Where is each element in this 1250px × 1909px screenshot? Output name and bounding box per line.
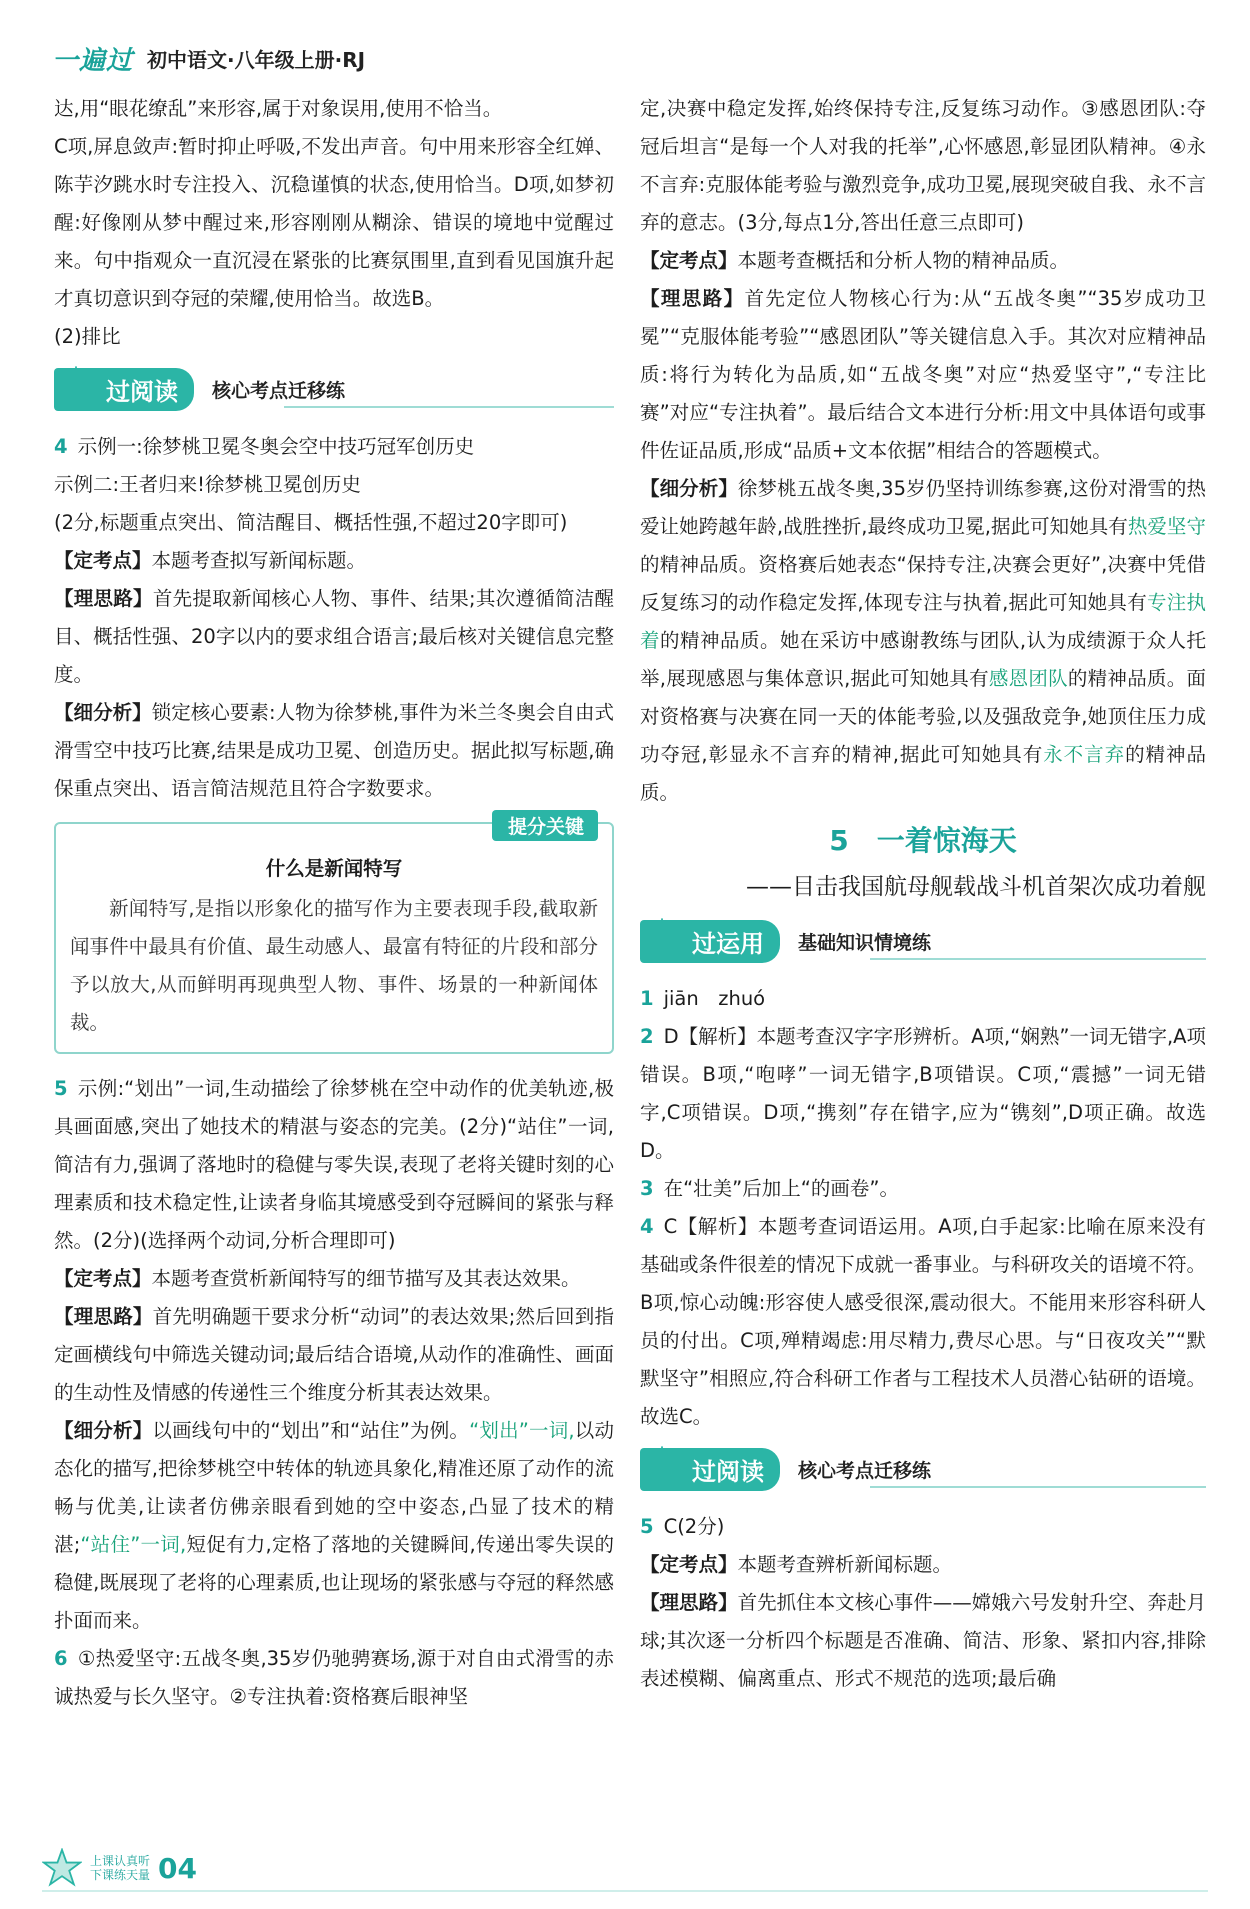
section-header-reading-2 <box>640 1444 1206 1494</box>
a3-answer: 3 在“壮美”后加上“的画卷”。 <box>640 1177 899 1200</box>
a1-answer: 1 jiān zhuó <box>640 987 766 1010</box>
brand-logo: 一遍过 <box>52 45 134 76</box>
footer-divider <box>42 1890 1208 1892</box>
lesson-subtitle: ——目击我国航母舰载战斗机首架次成功着舰 <box>746 874 1206 900</box>
intro-para-2: C项,屏息敛声:暂时抑止呼吸,不发出声音。句中用来形容全红婵、陈芋汐跳水时专注投入、沉稳谨慎的状态,使用恰当。D项,如梦初醒:好像刚从梦中醒过来,形容刚刚从糊涂、错误的境地中觉醒过来。句中指观众一直沉浸在紧张的比赛氛围里,直到看见国旗升起才真切意识到夺冠的荣耀,使用恰当。故选B。 <box>54 135 614 310</box>
section-divider <box>870 958 1206 960</box>
q5-silu: 【理思路】首先明确题干要求分析“动词”的表达效果;然后回到指定画横线句中筛选关键动词;最后结合语境,从动作的准确性、画面的生动性及情感的传递性三个维度分析其表达效果。 <box>54 1305 614 1404</box>
q5-kaodian: 【定考点】本题考查赏析新闻特写的细节描写及其表达效果。 <box>54 1267 581 1290</box>
a5-kaodian: 【定考点】本题考查辨析新闻标题。 <box>640 1553 953 1576</box>
q6-silu: 【理思路】首先定位人物核心行为:从“五战冬奥”“35岁成功卫冕”“克服体能考验”“感恩团队”等关键信息入手。其次对应精神品质:将行为转化为品质,如“五战冬奥”对应“热爱坚守”,“专注比赛”对应“专注执着”。最后结合文本进行分析:用文中具体语句或事件佐证品质,形成“品质+文本依据”相结合的答题模式。 <box>640 287 1206 462</box>
a4-answer: 4 C【解析】本题考查词语运用。A项,白手起家:比喻在原来没有基础或条件很差的情况下成就一番事业。与科研攻关的语境不符。B项,惊心动魄:形容使人感受很深,震动很大。不能用来形容科研人员的付出。C项,殚精竭虑:用尽精力,费尽心思。与“日夜攻关”“默默坚守”相照应,符合科研工作者与工程技术人员潜心钻研的语境。故选C。 <box>640 1215 1206 1428</box>
page-footer <box>42 1848 197 1888</box>
page-header <box>52 38 365 78</box>
section-subtitle: 核心考点迁移练 <box>212 379 346 402</box>
section-header-application <box>640 916 1206 966</box>
a5-silu: 【理思路】首先抓住本文核心事件——嫦娥六号发射升空、奔赴月球;其次逐一分析四个标题是否准确、简洁、形象、紧扣内容,排除表述模糊、偏离重点、形式不规范的选项;最后确 <box>640 1591 1206 1690</box>
tip-box-tab: 提分关键 <box>492 810 598 841</box>
q4-silu: 【理思路】首先提取新闻核心人物、事件、结果;其次遵循简洁醒目、概括性强、20字以内的要求组合语言;最后核对关键信息完整度。 <box>54 587 614 686</box>
section-badge: 过运用 <box>640 920 780 963</box>
q6-fenxi: 【细分析】徐梦桃五战冬奥,35岁仍坚持训练参赛,这份对滑雪的热爱让她跨越年龄,战胜挫折,最终成功卫冕,据此可知她具有热爱坚守的精神品质。资格赛后她表态“保持专注,决赛会更好”,决赛中凭借反复练习的动作稳定发挥,体现专注与执着,据此可知她具有专注执着的精神品质。她在采访中感谢教练与团队,认为成绩源于众人托举,展现感恩与集体意识,据此可知她具有感恩团队的精神品质。面对资格赛与决赛在同一天的体能考验,以及强敌竞争,她顶住压力成功夺冠,彰显永不言弃的精神,据此可知她具有永不言弃的精神品质。 <box>640 477 1206 804</box>
q4-score-note: (2分,标题重点突出、简洁醒目、概括性强,不超过20字即可) <box>54 511 568 534</box>
mascot-icon <box>42 1848 82 1888</box>
section-badge: 过阅读 <box>54 368 194 411</box>
q6-answer: 6 ①热爱坚守:五战冬奥,35岁仍驰骋赛场,源于对自由式滑雪的赤诚热爱与长久坚守。②专注执着:资格赛后眼神坚 <box>54 1647 614 1708</box>
tip-box <box>54 816 614 1054</box>
section-header-reading <box>54 364 614 414</box>
section-divider <box>870 1486 1206 1488</box>
question-number: 4 <box>54 435 68 458</box>
a2-answer: 2 D【解析】本题考查汉字字形辨析。A项,“娴熟”一词无错字,A项错误。B项,“咆哮”一词无错字,B项错误。C项,“震撼”一词无错字,C项错误。D项,“携刻”存在错字,应为“镌刻”,D项正确。故选D。 <box>640 1025 1206 1162</box>
tip-box-body: 新闻特写,是指以形象化的描写作为主要表现手段,截取新闻事件中最具有价值、最生动感人、最富有特征的片段和部分予以放大,从而鲜明再现典型人物、事件、场景的一种新闻体裁。 <box>70 897 598 1034</box>
a5-answer: 5 C(2分) <box>640 1515 725 1538</box>
intro-para-3: (2)排比 <box>54 325 121 348</box>
section-subtitle: 基础知识情境练 <box>798 931 932 954</box>
page-number: 04 <box>158 1851 197 1885</box>
q6-kaodian: 【定考点】本题考查概括和分析人物的精神品质。 <box>640 249 1070 272</box>
q4-example-1: 4 示例一:徐梦桃卫冕冬奥会空中技巧冠军创历史 <box>54 435 475 458</box>
footer-motto: 上课认真听 下课练天量 <box>90 1854 151 1882</box>
q4-example-2: 示例二:王者归来!徐梦桃卫冕创历史 <box>54 473 361 496</box>
tip-box-title: 什么是新闻特写 <box>265 857 403 880</box>
lesson-title: 5 一着惊海天 <box>829 824 1017 857</box>
q6-continued: 定,决赛中稳定发挥,始终保持专注,反复练习动作。③感恩团队:夺冠后坦言“是每一个人对我的托举”,心怀感恩,彰显团队精神。④永不言弃:克服体能考验与激烈竞争,成功卫冕,展现突破自我、永不言弃的意志。(3分,每点1分,答出任意三点即可) <box>640 97 1206 234</box>
q5-answer: 5 示例:“划出”一词,生动描绘了徐梦桃在空中动作的优美轨迹,极具画面感,突出了她技术的精湛与姿态的完美。(2分)“站住”一词,简洁有力,强调了落地时的稳健与零失误,表现了老将关键时刻的心理素质和技术稳定性,让读者身临其境感受到夺冠瞬间的紧张与释然。(2分)(选择两个动词,分析合理即可) <box>54 1077 614 1252</box>
right-column <box>640 90 1206 1698</box>
q4-kaodian: 【定考点】本题考查拟写新闻标题。 <box>54 549 367 572</box>
breadcrumb: 初中语文·八年级上册·RJ <box>147 47 366 72</box>
q5-fenxi: 【细分析】以画线句中的“划出”和“站住”为例。“划出”一词,以动态化的描写,把徐梦桃空中转体的轨迹具象化,精准还原了动作的流畅与优美,让读者仿佛亲眼看到她的空中姿态,凸显了技术的精湛;“站住”一词,短促有力,定格了落地的关键瞬间,传递出零失误的稳健,既展现了老将的心理素质,也让现场的紧张感与夺冠的释然感扑面而来。 <box>54 1419 614 1632</box>
q4-fenxi: 【细分析】锁定核心要素:人物为徐梦桃,事件为米兰冬奥会自由式滑雪空中技巧比赛,结果是成功卫冕、创造历史。据此拟写标题,确保重点突出、语言简洁规范且符合字数要求。 <box>54 701 614 800</box>
section-divider <box>284 406 614 408</box>
section-subtitle: 核心考点迁移练 <box>798 1459 932 1482</box>
intro-para-1: 达,用“眼花缭乱”来形容,属于对象误用,使用不恰当。 <box>54 97 503 120</box>
left-column <box>54 90 614 1716</box>
section-badge: 过阅读 <box>640 1448 780 1491</box>
